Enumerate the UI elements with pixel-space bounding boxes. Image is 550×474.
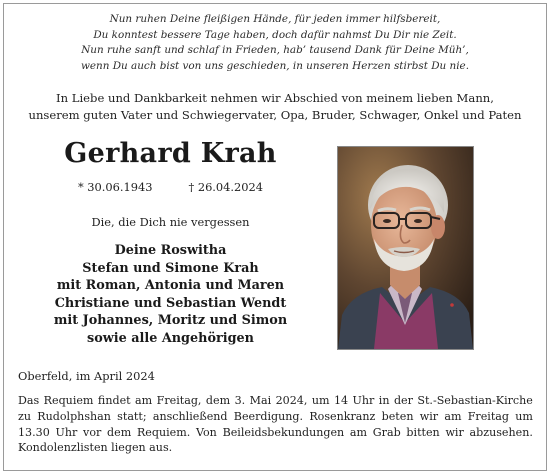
requiem-word: Mai <box>249 394 272 407</box>
farewell-intro <box>0 90 550 124</box>
requiem-word: St.-Sebastian-Kirche <box>417 394 533 407</box>
mourner-line: Deine Roswitha <box>114 243 227 258</box>
mourner-line: Stefan und Simone Krah <box>82 260 259 276</box>
requiem-word: beten <box>381 409 414 423</box>
place-and-date: Oberfeld, im April 2024 <box>18 369 155 383</box>
requiem-word: bitten <box>406 425 440 439</box>
requiem-word: wir <box>445 425 464 439</box>
requiem-word: in <box>378 394 390 407</box>
mourner-line: sowie alle Angehörigen <box>87 330 254 346</box>
requiem-word: Beileidsbekundungen <box>222 425 345 439</box>
requiem-word: der <box>393 394 413 407</box>
portrait-photo <box>337 146 474 350</box>
poem-line: Du konntest bessere Tage haben, doch dafür nahmst Du Dir nie Zeit. <box>93 28 457 41</box>
requiem-word: zu <box>18 409 31 423</box>
requiem-word: statt; <box>117 409 147 423</box>
requiem-word: Uhr <box>352 394 375 407</box>
mourner-line: mit Roman, Antonia und Maren <box>56 278 285 294</box>
intro-line: In Liebe und Dankbarkeit nehmen wir Abschied von meinem lieben Mann, <box>56 91 494 105</box>
requiem-word: 2024, <box>275 394 308 407</box>
portrait-illustration <box>338 147 473 349</box>
requiem-word: Freitag, <box>156 394 202 407</box>
poem-line: Nun ruhen Deine fleißigen Hände, für jeden immer hilfsbereit, <box>109 13 441 25</box>
requiem-word: 13.30 <box>18 425 50 439</box>
requiem-word: am <box>135 394 153 407</box>
mourner-line: mit Johannes, Moritz und Simon <box>53 313 288 329</box>
requiem-word: um <box>311 394 330 407</box>
poem-line: wenn Du auch bist von uns geschieden, in unseren Herzen stirbst Du nie. <box>80 59 470 72</box>
requiem-line <box>18 425 533 441</box>
life-dates <box>18 180 323 194</box>
requiem-word: um <box>515 409 533 423</box>
requiem-line <box>18 409 533 425</box>
requiem-word: am <box>349 425 368 439</box>
requiem-word: dem <box>107 425 132 439</box>
requiem-word: abzusehen. <box>469 425 533 439</box>
requiem-word: 3. <box>234 394 246 407</box>
intro-line: unserem guten Vater und Schwiegervater, Opa, Bruder, Schwager, Onkel und Paten <box>28 108 522 122</box>
birth-date: * 30.06.1943 <box>77 180 153 194</box>
mourners-list <box>18 242 323 348</box>
requiem-word: Grab <box>372 425 401 439</box>
mourner-line: Christiane und Sebastian Wendt <box>54 295 287 311</box>
poem-line: Nun ruhe sanft und schlaf in Frieden, hab’ tausend Dank für Deine Müh’, <box>81 44 469 57</box>
requiem-word: 14 <box>333 394 349 407</box>
requiem-info <box>18 393 533 456</box>
requiem-word: findet <box>97 394 131 407</box>
requiem-word: Uhr <box>55 425 78 439</box>
poem <box>0 12 550 74</box>
motto: Die, die Dich nie vergessen <box>91 215 250 229</box>
requiem-word: anschließend <box>152 409 228 423</box>
requiem-word: Von <box>196 425 217 439</box>
requiem-word: Das <box>18 394 40 407</box>
requiem-word: Rudolphshan <box>37 409 111 423</box>
requiem-word: Beerdigung. <box>233 409 304 423</box>
requiem-word: wir <box>419 409 439 423</box>
requiem-word: dem <box>205 394 231 407</box>
requiem-line <box>18 393 533 409</box>
requiem-word: Rosenkranz <box>309 409 376 423</box>
death-date: † 26.04.2024 <box>188 180 264 194</box>
deceased-name: Gerhard Krah <box>64 138 277 169</box>
requiem-word: am <box>444 409 462 423</box>
requiem-word: Freitag <box>467 409 510 423</box>
requiem-word: Requiem. <box>136 425 191 439</box>
requiem-line: Kondolenzlisten liegen aus. <box>18 441 173 455</box>
requiem-word: vor <box>83 425 102 439</box>
requiem-word: Requiem <box>43 394 94 407</box>
